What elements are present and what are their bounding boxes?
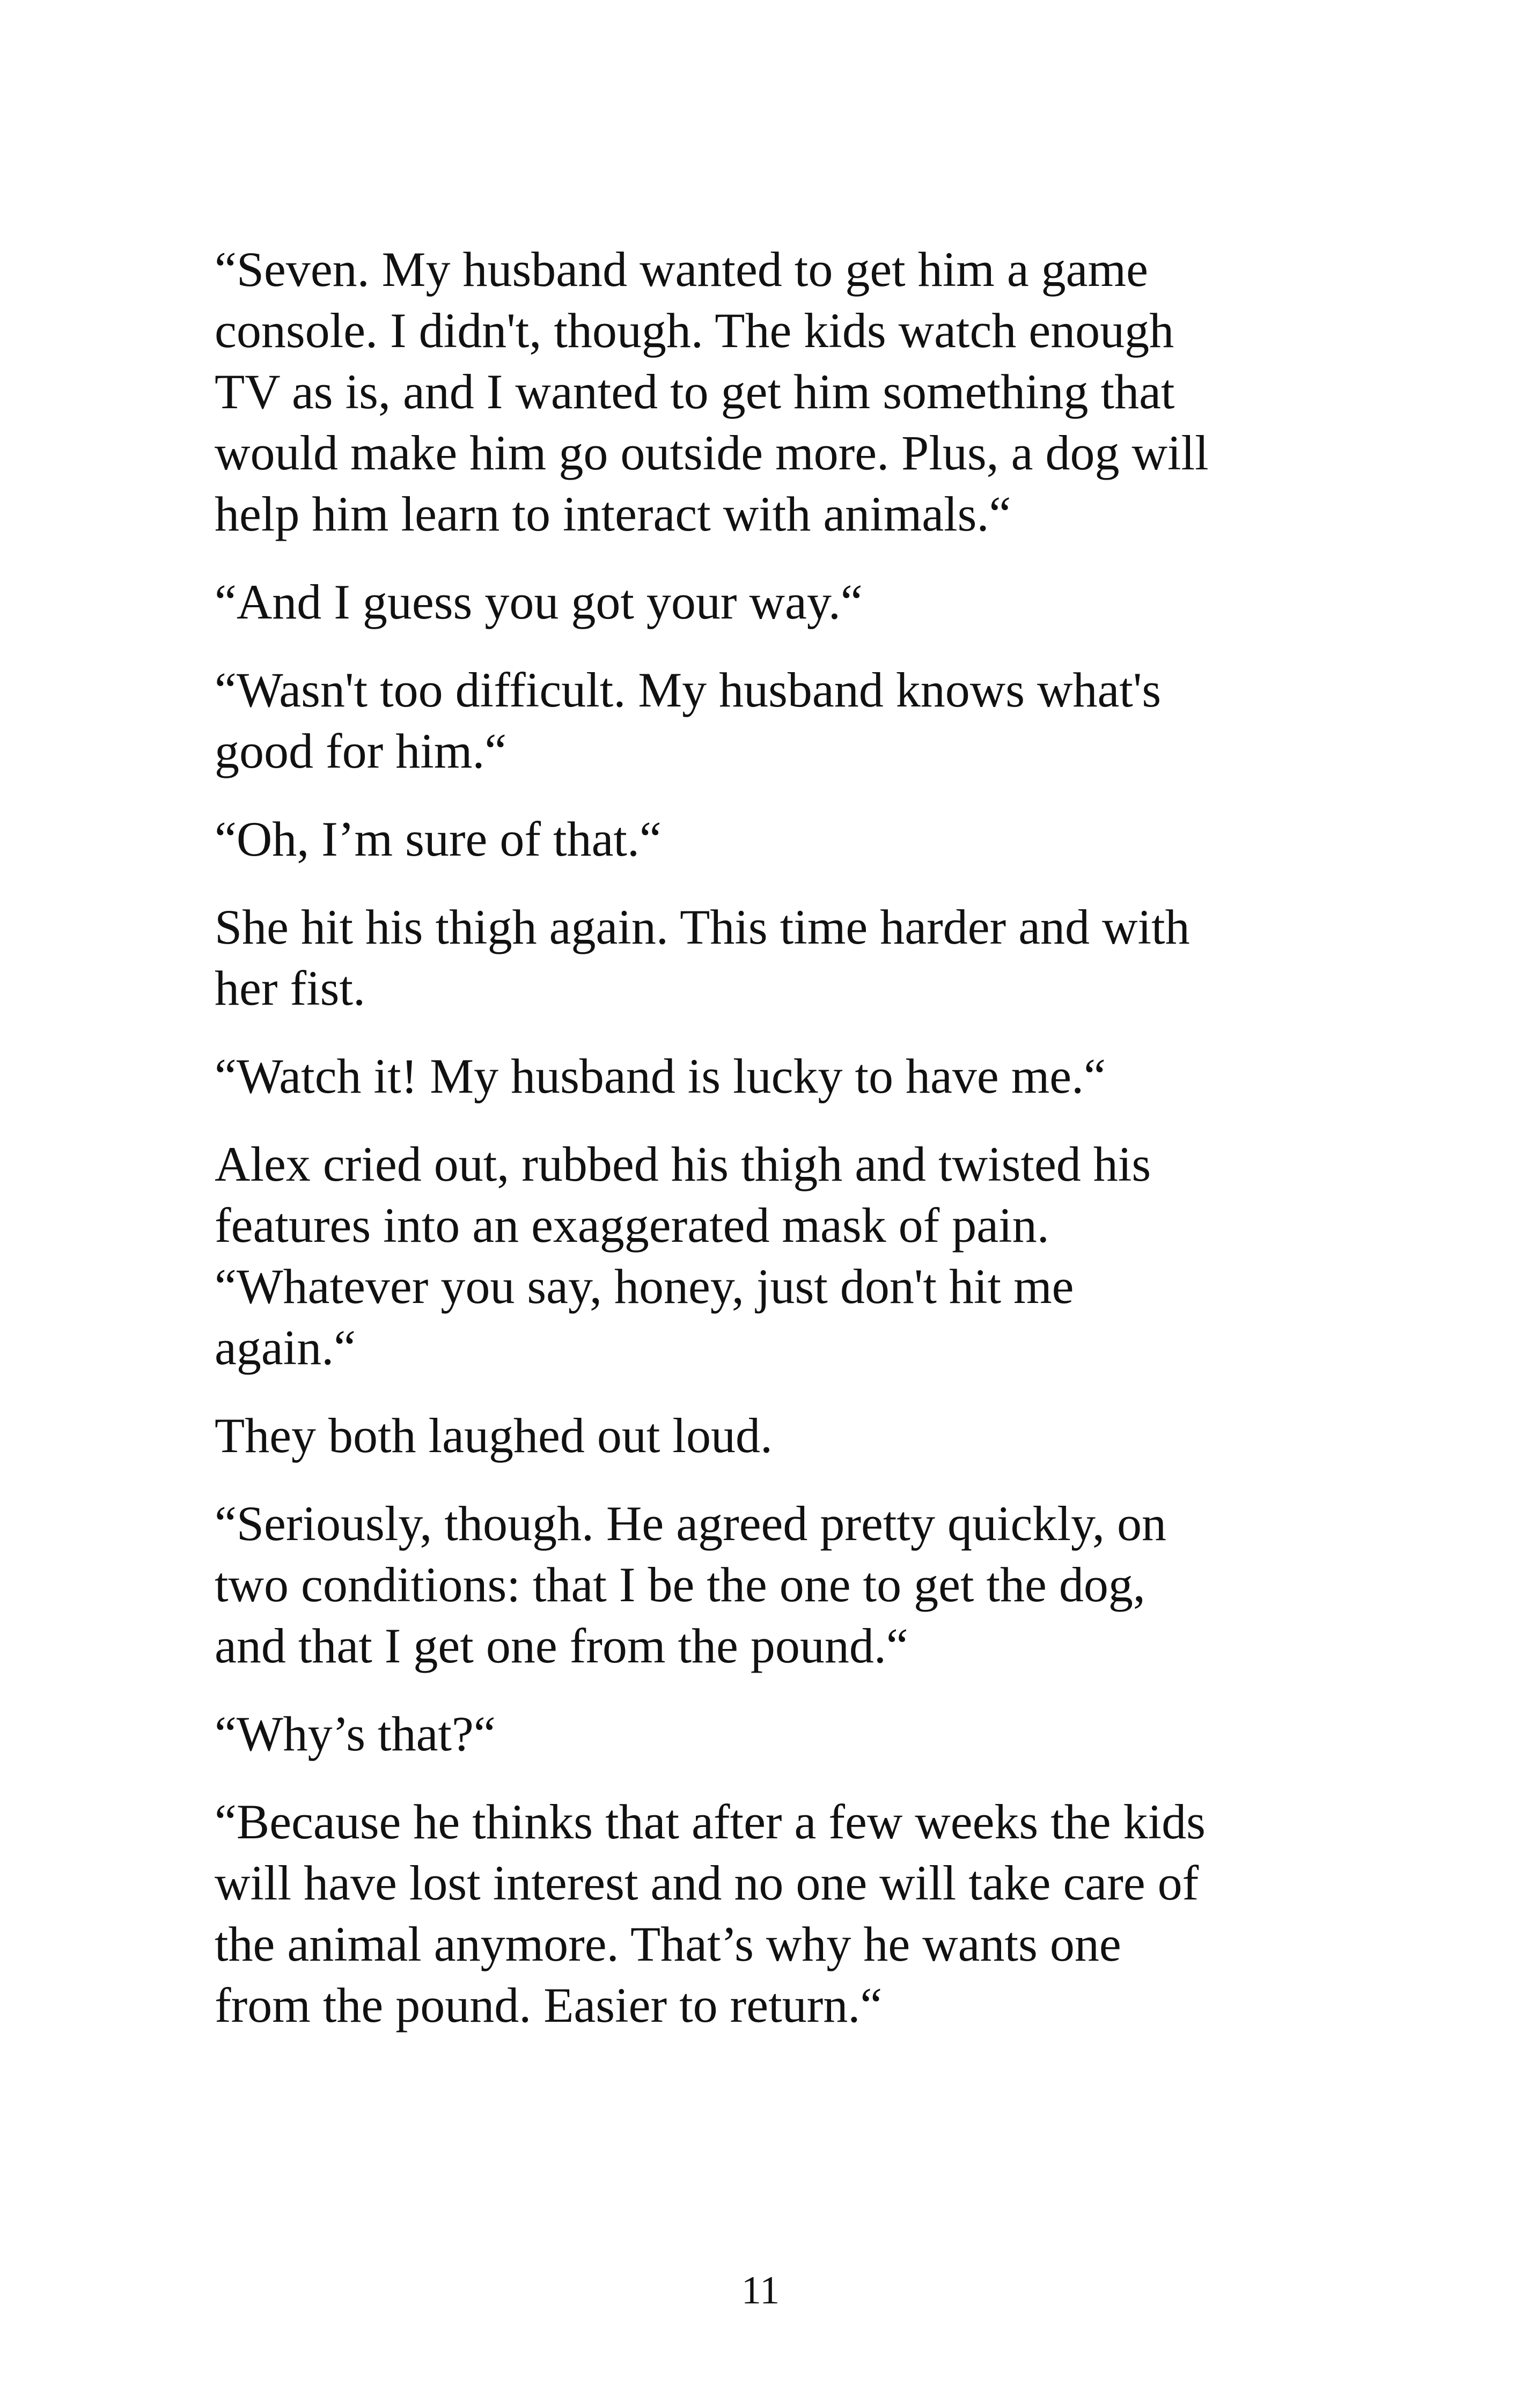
text-line: “Because he thinks that after a few weeks the kids [215,1794,1206,1849]
text-line: console. I didn't, though. The kids watch enough [215,303,1174,358]
paragraph [215,571,1341,632]
text-line: They both laughed out loud. [215,1408,773,1463]
text-line: the animal anymore. That’s why he wants one [215,1917,1121,1971]
text-line: features into an exaggerated mask of pain. [215,1198,1049,1253]
paragraph [215,659,1341,782]
text-line: TV as is, and I wanted to get him something that [215,364,1175,419]
text-line: her fist. [215,961,366,1015]
paragraph [215,1493,1341,1676]
paragraph [215,896,1341,1019]
text-line: “Wasn't too difficult. My husband knows what's [215,662,1162,717]
paragraph [215,1791,1341,2036]
text-line: two conditions: that I be the one to get the dog, [215,1557,1145,1612]
text-line: “Oh, I’m sure of that.“ [215,812,662,866]
text-line: She hit his thigh again. This time harder and with [215,900,1190,954]
text-line: “Whatever you say, honey, just don't hit me [215,1259,1074,1314]
text-line: “And I guess you got your way.“ [215,575,863,629]
text-line: would make him go outside more. Plus, a dog will [215,425,1209,480]
body-text [215,239,1341,2063]
paragraph [215,1133,1341,1378]
text-line: “Why’s that?“ [215,1706,496,1761]
paragraph [215,1045,1341,1107]
text-line: “Seriously, though. He agreed pretty quickly, on [215,1496,1166,1551]
paragraph [215,1703,1341,1764]
page-number: 11 [741,2269,780,2313]
paragraph [215,1405,1341,1466]
text-line: good for him.“ [215,724,507,778]
paragraph [215,239,1341,544]
text-line: Alex cried out, rubbed his thigh and twisted his [215,1137,1151,1191]
text-line: “Watch it! My husband is lucky to have me.“ [215,1049,1106,1103]
text-line: again.“ [215,1320,356,1375]
text-line: and that I get one from the pound.“ [215,1618,908,1673]
text-line: help him learn to interact with animals.“ [215,487,1011,541]
paragraph [215,808,1341,870]
text-line: will have lost interest and no one will take care of [215,1855,1199,1910]
text-line: from the pound. Easier to return.“ [215,1978,883,2033]
text-line: “Seven. My husband wanted to get him a game [215,242,1148,297]
